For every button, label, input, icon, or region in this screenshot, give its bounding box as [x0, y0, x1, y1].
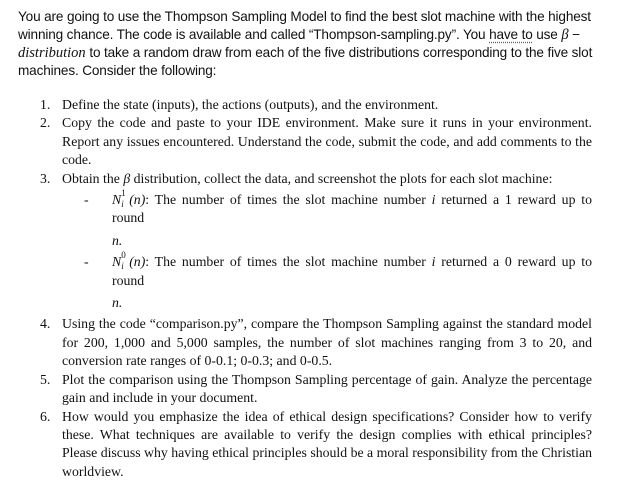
sub-item-superscript: 1	[121, 189, 126, 198]
sub-item-dash: -	[84, 191, 89, 209]
list-item	[40, 114, 592, 169]
list-item	[40, 315, 592, 370]
list-item-text-before: Obtain the	[62, 171, 123, 186]
list-item-text: Define the state (inputs), the actions (outputs), and the environment.	[62, 97, 438, 112]
list-item-number: 5.	[40, 371, 50, 389]
sub-item-superscript: 0	[121, 251, 126, 260]
intro-have-to: have to	[489, 27, 533, 42]
sub-item-symbol: N	[112, 254, 121, 269]
sub-item-symbol: N	[112, 192, 121, 207]
sub-item-text-before: : The number of times the slot machine number	[145, 254, 431, 269]
list-item-text-after: distribution, collect the data, and screenshot the plots for each slot machine:	[130, 171, 552, 186]
list-item	[40, 96, 592, 114]
list-item-text: How would you emphasize the idea of ethical design specifications? Consider how to verify these. What techniques are available to verify the design complies with ethical principles? Please discuss why having ethical principles should be a moral responsibility from the Christian worldview.	[62, 409, 592, 479]
list-item-text: Copy the code and paste to your IDE environment. Make sure it runs in your environment. Report any issues encountered. Understand the code, submit the code, and add comments to the code.	[62, 115, 592, 167]
list-item	[40, 371, 592, 408]
list-item-number: 6.	[40, 408, 50, 426]
sub-item-argument: (n)	[129, 192, 145, 207]
sub-item-continuation: n.	[112, 232, 592, 250]
sub-item-indices	[121, 194, 129, 204]
list-item	[40, 408, 592, 481]
intro-text-part5: to take a random draw from each of the five distributions corresponding to the five slot machines. Consider the following:	[18, 45, 592, 78]
sub-item-subscript: i	[121, 200, 124, 209]
beta-symbol: β	[123, 171, 130, 186]
list-item-number: 4.	[40, 315, 50, 333]
list-item-number: 1.	[40, 96, 50, 114]
sub-item-argument: (n)	[129, 254, 145, 269]
list-item-number: 2.	[40, 114, 50, 132]
sub-item-dash: -	[84, 253, 89, 271]
numbered-list	[40, 96, 592, 481]
sub-item-text-after: returned a 0 reward up to round	[112, 254, 592, 287]
sub-item-continuation: n.	[112, 294, 592, 312]
list-item-text: Plot the comparison using the Thompson Sampling percentage of gain. Analyze the percentage gain and include in your document.	[62, 372, 592, 405]
intro-paragraph	[18, 8, 608, 80]
sub-item-text-before: : The number of times the slot machine number	[145, 192, 431, 207]
intro-distribution-word: distribution	[18, 45, 86, 61]
intro-beta-symbol: β	[561, 27, 568, 43]
intro-text-part3: use	[533, 27, 562, 42]
intro-minus: −	[569, 27, 580, 42]
sub-item-subscript: i	[121, 262, 124, 271]
intro-text-part1: You are going to use the Thompson Sampling Model to find the best slot machine with the highest winning chance. The code is available and called “Thompson-sampling.py”. You	[18, 9, 591, 42]
sub-item-text-after: returned a 1 reward up to round	[112, 192, 592, 225]
sub-list-item	[84, 191, 592, 250]
list-item-number: 3.	[40, 170, 50, 188]
sub-item-var: i	[432, 254, 436, 269]
sub-item-var: i	[432, 192, 436, 207]
list-item-text: Using the code “comparison.py”, compare the Thompson Sampling against the standard model for 200, 1,000 and 5,000 samples, the number of slot machines ranging from 3 to 20, and conversion rate ranges of 0-0.1; 0-0.3; and 0-0.5.	[62, 316, 592, 368]
sub-item-indices	[121, 256, 129, 266]
sub-list-item	[84, 253, 592, 312]
list-item	[40, 170, 592, 313]
